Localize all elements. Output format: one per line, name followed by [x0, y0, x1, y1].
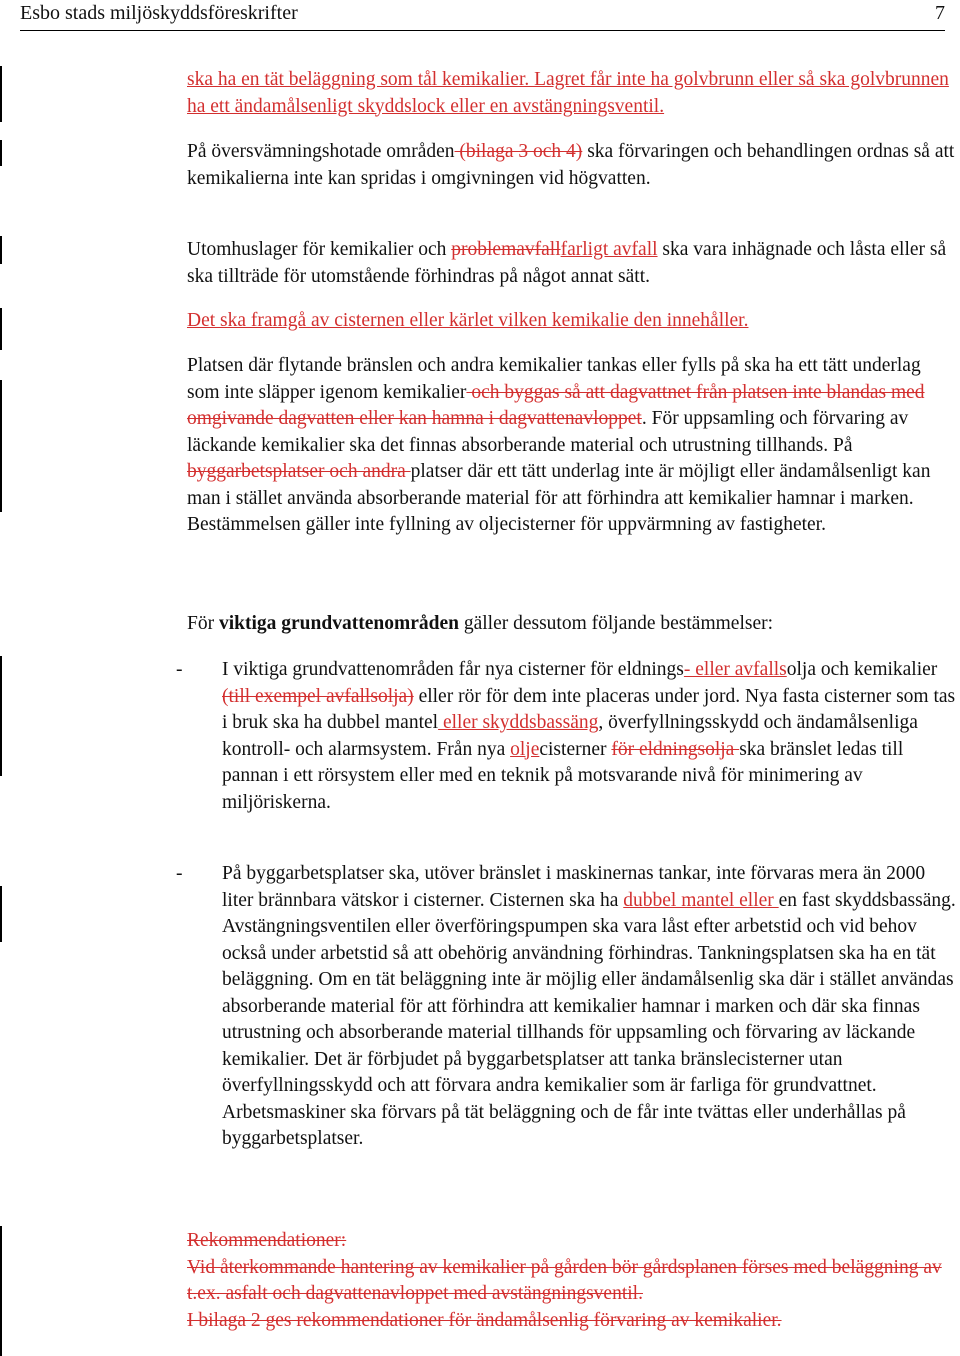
- change-bar: [0, 66, 2, 122]
- text-run: eller rör för dem inte placeras under jord. Nya fasta cisterner som tas i bruk ska ha dubbel mantel: [222, 685, 956, 733]
- paragraph-flood-areas: [187, 139, 957, 192]
- text-run: . För uppsamling och förvaring av läckande kemikalier ska det finnas absorberande material och utrustning tillhands. På: [187, 408, 909, 456]
- text-run: ska förvaringen och behandlingen ordnas så att kemikalierna inte kan spridas i omgivningen vid högvatten.: [187, 141, 955, 189]
- inserted-text: farligt avfall: [560, 239, 658, 260]
- text-run: För: [187, 613, 219, 634]
- change-bar: [0, 656, 2, 776]
- text-run: olja och kemikalier: [786, 659, 938, 680]
- paragraph-recommendations: [187, 1228, 957, 1334]
- inserted-text: ska ha en tät beläggning som tål kemikalier. Lagret får inte ha golvbrunn eller så ska golvbrunnen ha ett ändamålsenligt skyddslock eller en avstängningsventil.: [187, 69, 949, 117]
- deleted-text: (till exempel avfallsolja): [222, 685, 414, 707]
- change-bar: [0, 140, 2, 166]
- change-bar: [0, 886, 2, 942]
- text-run: I viktiga grundvattenområden får nya cisterner för eldnings: [222, 659, 684, 680]
- text-run: gäller dessutom följande bestämmelser:: [458, 613, 774, 634]
- text-run: platser där ett tätt underlag inte är möjligt eller ändamålsenligt kan man i stället använda absorberande material för att förhindra att kemikalier hamnar i marken. Bestämmelsen gäller inte fyllning av oljecisterner för uppvärmning av fastigheter.: [187, 461, 931, 535]
- change-bar: [0, 380, 2, 512]
- paragraph-labeling: [187, 308, 957, 335]
- inserted-text: Det ska framgå av cisternen eller kärlet vilken kemikalie den innehåller.: [187, 310, 749, 331]
- inserted-text: eller skyddsbassäng: [438, 712, 599, 733]
- deleted-text: byggarbetsplatser och andra: [187, 461, 411, 482]
- deleted-heading: Rekommendationer:: [187, 1230, 347, 1251]
- text-run: Utomhuslager för kemikalier och: [187, 239, 452, 260]
- list-dash: -: [176, 659, 183, 680]
- text-run: , överfyllningsskydd och ändamålsenliga kontroll- och alarmsystem. Från nya: [222, 712, 918, 760]
- text-run: Platsen där flytande bränslen och andra kemikalier tankas eller fylls på ska ha ett tätt underlag som inte släpper igenom kemikalier: [187, 355, 921, 403]
- page-number: 7: [935, 2, 945, 24]
- inserted-text: - eller avfalls: [683, 659, 787, 680]
- deleted-text: problemavfall: [451, 239, 561, 260]
- deleted-text: och byggas så att dagvattnet från platsen inte blandas med omgivande dagvatten eller kan hamna i dagvattenavloppet: [187, 381, 925, 429]
- text-run: ska bränslet ledas till pannan i ett rörsystem eller med en teknik på motsvarande nivå för minimering av miljöriskerna.: [222, 738, 904, 813]
- inserted-text: dubbel mantel eller: [623, 889, 779, 911]
- document-title: Esbo stads miljöskyddsföreskrifter: [20, 2, 298, 24]
- paragraph-fueling-site: [187, 353, 957, 539]
- list-item-text: [222, 657, 956, 816]
- deleted-text: I bilaga 2 ges rekommendationer för ändamålsenlig förvaring av kemikalier.: [187, 1309, 782, 1331]
- change-bar: [0, 308, 2, 350]
- text-run: På översvämningshotade områden: [187, 141, 455, 162]
- inserted-text: olje: [510, 738, 540, 760]
- text-run: ska vara inhägnade och låsta eller så ska tillträde för utomstående förhindras på något annat sätt.: [187, 239, 947, 287]
- deleted-text: för eldningsolja: [611, 738, 740, 760]
- paragraph-groundwater-intro: [187, 611, 957, 638]
- bold-text: viktiga grundvattenområden: [218, 613, 459, 634]
- text-run: På byggarbetsplatser ska, utöver bränslet i maskinernas tankar, inte förvaras mera än 2000 liter brännbara vätskor i cisterner. Cisternen ska ha: [222, 863, 926, 911]
- deleted-text: (bilaga 3 och 4): [454, 141, 583, 162]
- text-run: en fast skyddsbassäng. Avstängningsventilen eller överföringspumpen ska vara låst efter arbetstid och vid behov också under arbetstid så att obehörig användning förhindras. Tankningsplatsen ska ha en tät beläggning. Om en tät beläggning inte är möjlig eller ändamålsenlig ska där i stället användas absorberande material för att förhindra att kemikalier hamnar i marken och där ska finnas utrustning och absorberande material tillhands för uppsamling och förvaring av läckande kemikalier. Det är förbjudet på byggarbetsplatser att tanka bränslecisterner utan överfyllningsskydd och att förvara andra kemikalier som är farliga för grundvattnet. Arbetsmaskiner ska förvars på tät beläggning och de får inte tvättas eller underhållas på byggarbetsplatser.: [222, 889, 956, 1149]
- change-bar: [0, 1226, 2, 1356]
- list-item-text: [222, 861, 956, 1153]
- change-bar: [0, 236, 2, 264]
- list-dash: -: [176, 863, 183, 884]
- deleted-text: Vid återkommande hantering av kemikalier på gården bör gårdsplanen förses med beläggning av t.ex. asfalt och dagvattenavloppet med avstängningsventil.: [187, 1256, 942, 1304]
- text-run: cisterner: [539, 738, 612, 760]
- page-header: [20, 0, 945, 31]
- paragraph-storage: [187, 67, 957, 120]
- paragraph-outdoor-storage: [187, 237, 957, 290]
